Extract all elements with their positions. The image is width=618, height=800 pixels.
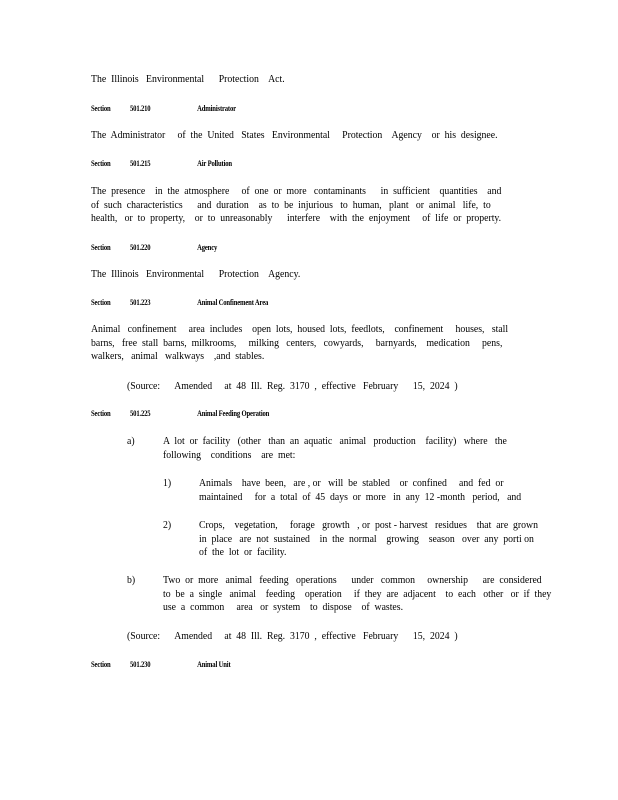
item-text-a: A lot or facility (other than an aquatic animal production facility) where the following conditions are met: xyxy=(163,436,507,461)
section-title: Agency xyxy=(197,242,218,252)
section-body-501-223: Animal confinement area includes open lots, housed lots, feedlots, confinement houses, stall barns, free stall barns, milkrooms, milking centers, cowyards, barnyards, medication pens, walkers, animal walkways ,and stables. xyxy=(91,324,509,363)
section-number: 501.223 xyxy=(130,297,151,307)
section-title: Air Pollution xyxy=(197,158,232,168)
section-title: Animal Confinement Area xyxy=(197,297,269,307)
section-number: 501.230 xyxy=(130,659,151,669)
section-number: 501.220 xyxy=(130,242,151,252)
section-title: Animal Unit xyxy=(197,659,231,669)
source-note: (Source: Amended at 48 Ill. Reg. 3170 , effective February 15, 2024 ) xyxy=(127,631,458,642)
item-text-a1: Animals have been, are , or will be stabled or confined and fed or maintained for a total of 45 days or more in any 12 -month period, and xyxy=(199,478,522,503)
section-heading-501-225 xyxy=(91,408,269,418)
section-word: Section xyxy=(91,158,111,168)
section-number: 501.225 xyxy=(130,408,151,418)
section-number: 501.215 xyxy=(130,158,151,168)
item-label-a2: 2) xyxy=(163,520,172,531)
section-body-501-220: The Illinois Environmental Protection Agency. xyxy=(91,269,301,280)
section-word: Section xyxy=(91,103,111,113)
section-word: Section xyxy=(91,659,111,669)
intro-line: The Illinois Environmental Protection Act. xyxy=(91,74,285,85)
section-word: Section xyxy=(91,408,111,418)
section-title: Administrator xyxy=(197,103,236,113)
item-label-a: a) xyxy=(127,436,135,447)
section-heading-501-220 xyxy=(91,242,217,252)
section-word: Section xyxy=(91,297,111,307)
section-title: Animal Feeding Operation xyxy=(197,408,270,418)
source-note: (Source: Amended at 48 Ill. Reg. 3170 , effective February 15, 2024 ) xyxy=(127,381,458,392)
section-heading-501-223 xyxy=(91,297,268,307)
section-word: Section xyxy=(91,242,111,252)
section-heading-501-230 xyxy=(91,659,231,669)
section-heading-501-210 xyxy=(91,103,236,113)
section-body-501-210: The Administrator of the United States Environmental Protection Agency or his designee. xyxy=(91,130,498,141)
item-text-a2: Crops, vegetation, forage growth , or post - harvest residues that are grown in place are not sustained in the normal growing season over any porti on of the lot or facility. xyxy=(199,520,538,559)
section-number: 501.210 xyxy=(130,103,151,113)
section-body-501-215: The presence in the atmosphere of one or more contaminants in sufficient quantities and of such characteristics and duration as to be injurious to human, plant or animal life, to health, or to property, or to unreasonably interfere with the enjoyment of life or property. xyxy=(91,186,502,225)
item-label-a1: 1) xyxy=(163,478,172,489)
item-text-b: Two or more animal feeding operations under common ownership are considered to be a single animal feeding operation if they are adjacent to each other or if they use a common area or system to dispose of wastes. xyxy=(163,575,552,614)
item-label-b: b) xyxy=(127,575,136,586)
section-heading-501-215 xyxy=(91,158,232,168)
